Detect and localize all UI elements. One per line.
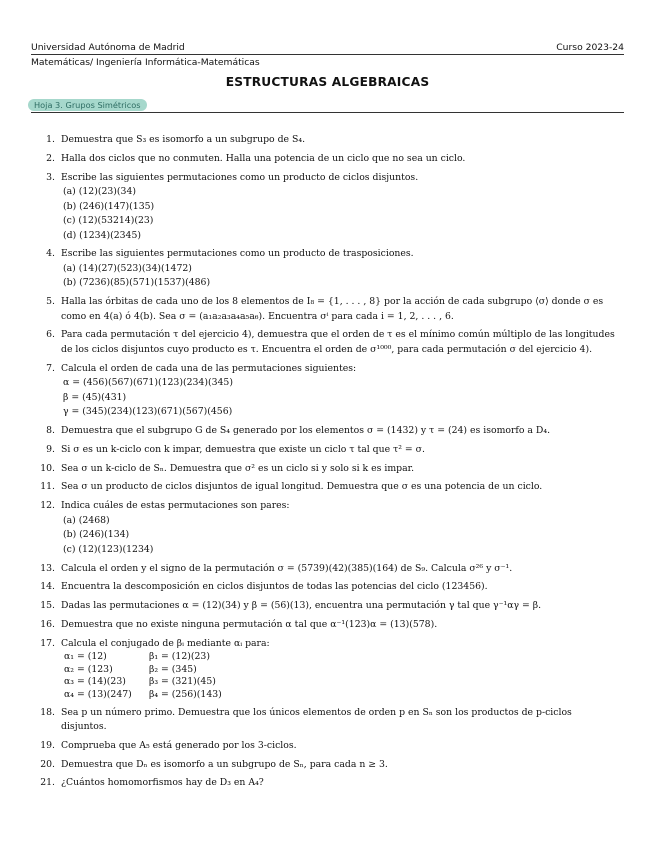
subitem: (c) (12)(53214)(23) — [63, 215, 154, 227]
subitem: (b) (7236)(85)(571)(1537)(486) — [63, 277, 211, 289]
problem-text: Sea σ un producto de ciclos disjuntos de igual longitud. Demuestra que σ es una potencia de un ciclo. — [61, 481, 543, 493]
alpha-cell: α₃ = (14)(23) — [64, 676, 126, 688]
problem-item — [40, 443, 615, 458]
problem-item — [40, 562, 615, 577]
problem-item — [40, 758, 615, 773]
problem-number: 5. — [46, 296, 55, 308]
problem-text: Para cada permutación τ del ejercicio 4), demuestra que el orden de τ es el mínimo común múltiplo de las longitudes de los ciclos disjuntos cuyo producto es τ. Encuentra el orden de σ¹⁰⁰⁰, para cada permutación σ del ejercicio 4). — [61, 329, 615, 355]
subitem-list — [61, 514, 615, 558]
problem-item — [40, 739, 615, 754]
problem-text: Sea p un número primo. Demuestra que los únicos elementos de orden p en Sₙ son los productos de p-ciclos disjuntos. — [61, 706, 572, 733]
beta-cell: β₂ = (345) — [149, 663, 197, 675]
problem-text: Dadas las permutaciones α = (12)(34) y β = (56)(13), encuentra una permutación γ tal que γ⁻¹αγ = β. — [61, 600, 542, 612]
problem-item — [40, 637, 615, 702]
problem-number: 16. — [40, 618, 55, 630]
problem-item — [40, 480, 615, 495]
header-top-line — [31, 42, 624, 53]
problem-text: Escribe las siguientes permutaciones como un producto de trasposiciones. — [61, 248, 414, 260]
problem-text: Si σ es un k-ciclo con k impar, demuestra que existe un ciclo τ tal que τ² = σ. — [61, 443, 425, 455]
problem-item — [40, 706, 615, 735]
subitem-list — [61, 376, 615, 420]
problem-text: Comprueba que A₅ está generado por los 3-ciclos. — [61, 739, 297, 751]
problem-number: 18. — [40, 706, 55, 718]
problem-text: Calcula el conjugado de βᵢ mediante αᵢ para: — [61, 637, 270, 649]
problem-text: Calcula el orden y el signo de la permutación σ = (5739)(42)(385)(164) de S₉. Calcula σ²⁶ y σ⁻¹. — [61, 562, 513, 574]
problem-list — [40, 133, 615, 795]
subitem: α = (456)(567)(671)(123)(234)(345) — [63, 377, 233, 389]
problem-text: ¿Cuántos homomorfismos hay de D₃ en A₄? — [61, 777, 264, 789]
course-year: Curso 2023-24 — [556, 42, 624, 53]
subitem: (a) (14)(27)(523)(34)(1472) — [63, 262, 192, 274]
subitem: (c) (12)(123)(1234) — [63, 543, 154, 555]
subitem: (a) (2468) — [63, 514, 110, 526]
subitem: β = (45)(431) — [63, 391, 127, 403]
subitem-list — [61, 185, 615, 243]
alpha-cell: α₂ = (123) — [64, 663, 113, 675]
problem-number: 14. — [40, 581, 55, 593]
problem-text: Demuestra que S₃ es isomorfo a un subgrupo de S₄. — [61, 134, 306, 145]
problem-number: 4. — [46, 248, 55, 260]
problem-item — [40, 424, 615, 439]
problem-text: Demuestra que el subgrupo G de S₄ generado por los elementos σ = (1432) y τ = (24) es isomorfo a D₄. — [61, 425, 551, 437]
problem-item — [40, 618, 615, 633]
problem-number: 10. — [40, 462, 55, 474]
problem-number: 19. — [40, 739, 55, 751]
university-name: Universidad Autónoma de Madrid — [31, 42, 185, 53]
problem-number: 3. — [46, 171, 55, 183]
subitem: γ = (345)(234)(123)(671)(567)(456) — [63, 406, 233, 418]
problem-text: Calcula el orden de cada una de las permutaciones siguientes: — [61, 362, 357, 374]
problem-text: Encuentra la descomposición en ciclos disjuntos de todas las potencias del ciclo (123456). — [61, 581, 488, 593]
problem-item — [40, 171, 615, 244]
alpha-cell: α₁ = (12) — [64, 651, 107, 663]
problem-item — [40, 247, 615, 291]
alpha-cell: α₄ = (13)(247) — [64, 688, 132, 700]
problem-number: 13. — [40, 562, 55, 574]
title-divider — [31, 112, 624, 113]
conjugation-table — [61, 651, 615, 701]
problem-item — [40, 462, 615, 477]
subitem: (b) (246)(147)(135) — [63, 200, 155, 212]
problem-number: 12. — [40, 500, 55, 512]
beta-cell: β₃ = (321)(45) — [149, 676, 216, 688]
problem-number: 7. — [46, 362, 55, 374]
problem-item — [40, 362, 615, 420]
problem-item — [40, 580, 615, 595]
subitem: (a) (12)(23)(34) — [63, 186, 137, 198]
problem-item — [40, 599, 615, 614]
subitem: (d) (1234)(2345) — [63, 229, 141, 241]
problem-number: 2. — [46, 152, 55, 164]
problem-item — [40, 499, 615, 557]
problem-number: 17. — [40, 637, 55, 649]
degree-name: Matemáticas/ Ingeniería Informática-Matemáticas — [31, 57, 260, 68]
problem-number: 21. — [40, 777, 55, 789]
problem-text: Halla dos ciclos que no conmuten. Halla una potencia de un ciclo que no sea un ciclo. — [61, 152, 466, 164]
problem-number: 8. — [46, 425, 55, 437]
problem-text: Indica cuáles de estas permutaciones son pares: — [61, 500, 290, 512]
problem-text: Halla las órbitas de cada uno de los 8 elementos de I₈ = {1, . . . , 8} por la acción de cada subgrupo ⟨σ⟩ donde σ es como en 4(a) ó 4(b). Sea σ = (a₁a₂a₃a₄a₅a₆). Encuentra σⁱ para cada i = 1, 2, . . . , 6. — [61, 296, 604, 322]
problem-number: 20. — [40, 758, 55, 770]
subitem: (b) (246)(134) — [63, 529, 130, 541]
problem-text: Sea σ un k-ciclo de Sₙ. Demuestra que σ² es un ciclo si y solo si k es impar. — [61, 462, 415, 474]
problem-item — [40, 133, 615, 148]
problem-text: Demuestra que Dₙ es isomorfo a un subgrupo de Sₙ, para cada n ≥ 3. — [61, 758, 388, 770]
beta-cell: β₁ = (12)(23) — [149, 651, 210, 663]
page-title: ESTRUCTURAS ALGEBRAICAS — [225, 75, 430, 89]
problem-number: 11. — [40, 481, 55, 493]
problem-item — [40, 295, 615, 324]
problem-number: 1. — [46, 134, 55, 145]
problem-item — [40, 152, 615, 167]
beta-cell: β₄ = (256)(143) — [149, 688, 222, 700]
problem-number: 15. — [40, 600, 55, 612]
problem-number: 9. — [46, 443, 55, 455]
problem-text: Demuestra que no existe ninguna permutación α tal que α⁻¹(123)α = (13)(578). — [61, 618, 438, 630]
subitem-list — [61, 262, 615, 291]
problem-item — [40, 328, 615, 357]
header-divider — [31, 54, 624, 55]
sheet-label-badge: Hoja 3. Grupos Simétricos — [28, 99, 147, 111]
problem-text: Escribe las siguientes permutaciones como un producto de ciclos disjuntos. — [61, 171, 419, 183]
problem-item — [40, 776, 615, 791]
problem-number: 6. — [46, 329, 55, 341]
